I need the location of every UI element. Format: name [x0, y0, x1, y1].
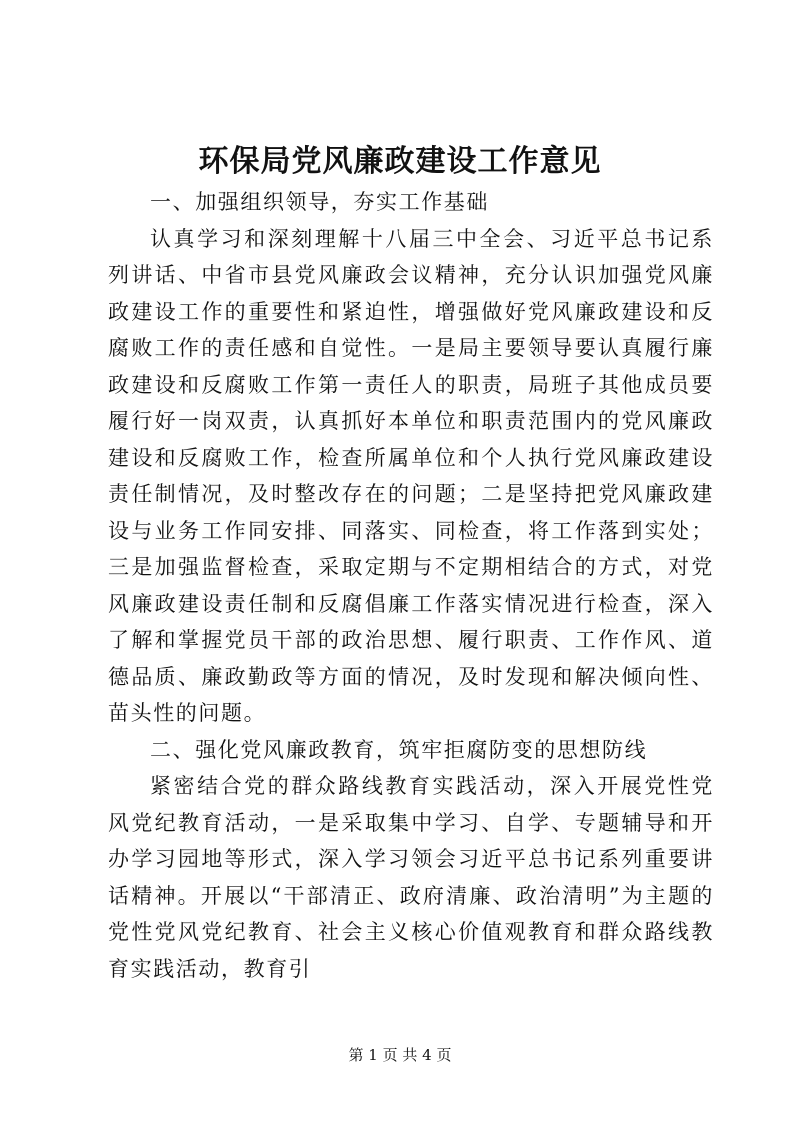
page-footer: 第 1 页 共 4 页	[348, 1046, 452, 1064]
document-body	[108, 184, 714, 987]
section-heading-1: 一、加强组织领导，夯实工作基础	[150, 190, 489, 214]
section-paragraph-2: 紧密结合党的群众路线教育实践活动，深入开展党性党风党纪教育活动，一是采取集中学习、自学、专题辅导和开办学习园地等形式，深入学习领会习近平总书记系列重要讲话精神。开展以“干部清正、政府清廉、政治清明”为主题的党性党风党纪教育、社会主义核心价值观教育和群众路线教育实践活动，教育引	[108, 774, 714, 981]
document-title: 环保局党风廉政建设工作意见	[198, 144, 602, 179]
section-heading-2: 二、强化党风廉政教育，筑牢拒腐防变的思想防线	[150, 737, 648, 762]
section-paragraph-1: 认真学习和深刻理解十八届三中全会、习近平总书记系列讲话、中省市县党风廉政会议精神，充分认识加强党风廉政建设工作的重要性和紧迫性，增强做好党风廉政建设和反腐败工作的责任感和自觉性。一是局主要领导要认真履行廉政建设和反腐败工作第一责任人的职责，局班子其他成员要履行好一岗双责，认真抓好本单位和职责范围内的党风廉政建设和反腐败工作，检查所属单位和个人执行党风廉政建设责任制情况，及时整改存在的问题；二是坚持把党风廉政建设与业务工作同安排、同落实、同检查，将工作落到实处；三是加强监督检查，采取定期与不定期相结合的方式，对党风廉政建设责任制和反腐倡廉工作落实情况进行检查，深入了解和掌握党员干部的政治思想、履行职责、工作作风、道德品质、廉政勤政等方面的情况，及时发现和解决倾向性、苗头性的问题。	[108, 226, 714, 725]
